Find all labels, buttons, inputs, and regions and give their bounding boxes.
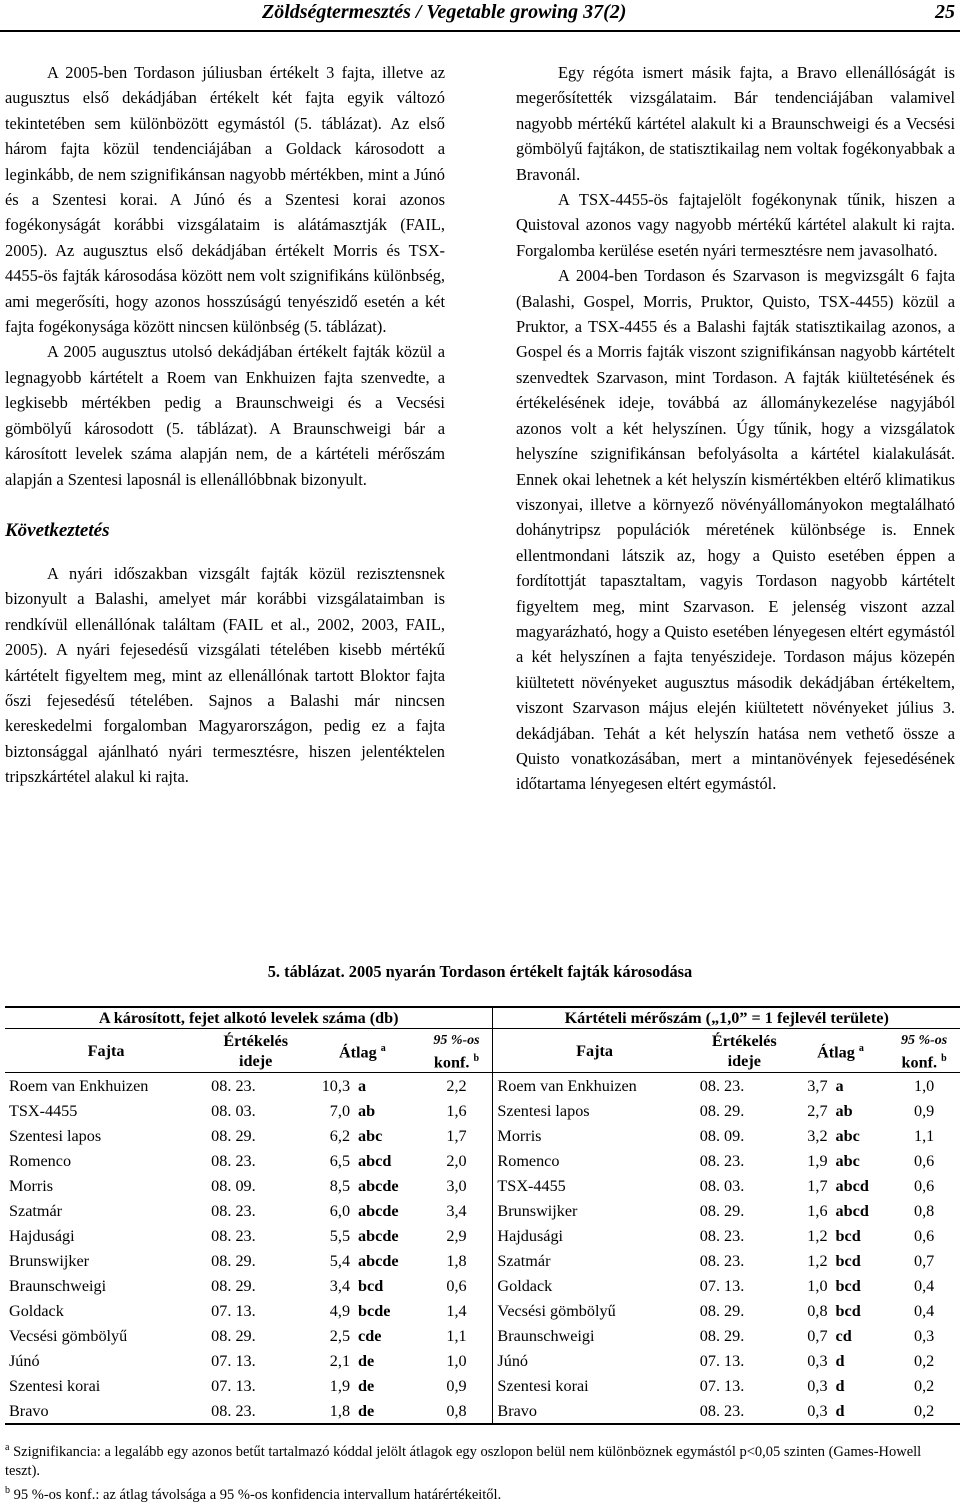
cell-r-name: Romenco	[493, 1148, 696, 1173]
cell-r-mean: 0,8	[807, 1301, 828, 1320]
cell-r-date: 08. 29.	[699, 1301, 745, 1320]
table-row	[5, 1123, 960, 1148]
cell-l-mean: 2,5	[329, 1326, 351, 1345]
cell-r-mean: 1,2	[807, 1251, 828, 1270]
cell-r-name: Szatmár	[493, 1248, 696, 1273]
cell-r-name: Bravo	[493, 1398, 696, 1424]
cell-r-letters: bcd	[835, 1301, 861, 1320]
cell-r-name: Braunschweigi	[493, 1323, 696, 1348]
cell-r-mean: 0,3	[807, 1401, 828, 1420]
cell-r-mean: 0,7	[807, 1326, 828, 1345]
col-ertekeles: Értékelés ideje	[711, 1031, 777, 1070]
section-heading: Következtetés	[5, 519, 110, 541]
cell-l-name: Brunswijker	[9, 1251, 90, 1270]
cell-r-name: Vecsési gömbölyű	[493, 1298, 696, 1323]
cell-l-ci: 1,6	[446, 1101, 467, 1120]
cell-l-mean: 8,5	[329, 1176, 351, 1195]
cell-r-name: Hajdusági	[493, 1223, 696, 1248]
cell-r-letters: abc	[835, 1126, 860, 1145]
cell-l-name: Goldack	[9, 1301, 64, 1320]
cell-l-name: Hajdusági	[9, 1226, 75, 1245]
cell-l-ci: 1,7	[446, 1126, 467, 1145]
cell-r-mean: 2,7	[807, 1101, 828, 1120]
cell-l-mean: 1,9	[329, 1376, 351, 1395]
cell-l-mean: 2,1	[329, 1351, 351, 1370]
cell-r-date: 08. 23.	[699, 1076, 745, 1095]
cell-l-ci: 0,9	[446, 1376, 467, 1395]
table-row	[5, 1398, 960, 1424]
cell-r-letters: bcd	[835, 1226, 861, 1245]
cell-l-date: 08. 29.	[211, 1251, 256, 1270]
cell-r-name: Goldack	[493, 1273, 696, 1298]
cell-r-ci: 0,6	[913, 1176, 935, 1195]
cell-r-ci: 0,2	[913, 1401, 935, 1420]
cell-r-name: Szentesi lapos	[493, 1098, 696, 1123]
cell-r-name: Júnó	[493, 1348, 696, 1373]
cell-l-letters: de	[358, 1351, 375, 1370]
cell-r-date: 08. 03.	[699, 1176, 745, 1195]
cell-l-letters: de	[358, 1376, 375, 1395]
cell-r-ci: 0,2	[913, 1351, 935, 1370]
table-row	[5, 1173, 960, 1198]
cell-l-ci: 3,4	[446, 1201, 467, 1220]
cell-l-date: 08. 29.	[211, 1326, 256, 1345]
cell-l-letters: abcde	[358, 1201, 399, 1220]
cell-l-date: 08. 23.	[211, 1201, 256, 1220]
cell-r-date: 08. 29.	[699, 1326, 745, 1345]
group-header-right: Kártételi mérőszám („1,0” = 1 fejlevél területe)	[493, 1007, 960, 1029]
cell-r-letters: ab	[835, 1101, 853, 1120]
paragraph: A nyári időszakban vizsgált fajták közül rezisztensnek bizonyult a Balashi, amelyet már korábbi vizsgálataimban is rendkívül ellenállónak találtam (FAIL et al., 2002, 2003, FAIL, 2005). A nyári fejesedésű vizsgálati tételében kisebb mértékű kártételt figyeltem meg, mint az ellenállónak tartott Bloktor fajta őszi fejesedésű tételében. Sajnos a Balashi már nincsen kereskedelmi forgalomban Magyarországon, pedig ez a fajta biztonsággal ajánlható nyári termesztésre, hiszen jelentéktelen tripszkártétel alakul ki rajta.	[5, 563, 445, 787]
cell-l-letters: cde	[358, 1326, 382, 1345]
col-conf: 95 %-os konf. $^b$	[900, 1033, 948, 1072]
cell-l-letters: abc	[358, 1126, 383, 1145]
cell-r-letters: d	[835, 1401, 845, 1420]
cell-r-date: 07. 13.	[699, 1376, 745, 1395]
cell-l-date: 08. 29.	[211, 1276, 256, 1295]
col-fajta: Fajta	[87, 1041, 125, 1060]
table-row	[5, 1073, 960, 1099]
col-conf: 95 %-os konf. $^b$	[433, 1033, 480, 1072]
paragraph: A TSX-4455-ös fajtajelölt fogékonynak tűnik, hiszen a Quistoval azonos vagy nagyobb mértékű kártétel alakult ki rajta. Forgalomba kerülése esetén nyári termesztésre nem javasolható.	[516, 190, 955, 260]
cell-l-ci: 3,0	[446, 1176, 467, 1195]
right-column	[516, 60, 955, 797]
table-row	[5, 1248, 960, 1273]
cell-r-ci: 0,3	[913, 1326, 935, 1345]
cell-r-letters: bcd	[835, 1251, 861, 1270]
cell-l-name: Morris	[9, 1176, 54, 1195]
cell-r-mean: 1,2	[807, 1226, 828, 1245]
cell-r-mean: 1,0	[807, 1276, 828, 1295]
footnotes	[5, 1438, 955, 1505]
cell-r-mean: 3,2	[807, 1126, 828, 1145]
cell-r-ci: 1,0	[913, 1076, 935, 1095]
cell-l-name: Júnó	[9, 1351, 40, 1370]
cell-l-name: Vecsési gömbölyű	[9, 1326, 128, 1345]
cell-r-date: 08. 23.	[699, 1151, 745, 1170]
cell-l-mean: 6,2	[329, 1126, 351, 1145]
cell-l-letters: ab	[358, 1101, 376, 1120]
cell-l-ci: 1,0	[446, 1351, 467, 1370]
cell-l-ci: 0,8	[446, 1401, 467, 1420]
table-group-header	[5, 1007, 960, 1029]
table-row	[5, 1348, 960, 1373]
cell-r-date: 08. 29.	[699, 1101, 745, 1120]
cell-l-mean: 5,4	[329, 1251, 351, 1270]
paragraph: A 2005-ben Tordason júliusban értékelt 3 fajta, illetve az augusztus első dekádjában értékelt két fajta egyik változó tekintetében sem különbözött egymástól (5. táblázat). Az első három fajta közül tendenciájában a Goldack károsodott a leginkább, de nem szignifikánsan nagyobb mértékben, mint a Júnó és a Szentesi korai. A Júnó és a Szentesi korai azonos fogékonyságát korábbi vizsgálataim is alátámasztják (FAIL, 2005). Az augusztus első dekádjában értékelt Morris és TSX-4455-ös fajták károsodása között nem volt szignifikáns különbség, ami megerősíti, hogy azonos hosszúságú tenyészidő esetén a két fajta fogékonysága között nincsen különbség (5. táblázat).	[5, 63, 445, 337]
cell-l-date: 08. 23.	[211, 1151, 256, 1170]
cell-r-date: 07. 13.	[699, 1276, 745, 1295]
cell-l-date: 07. 13.	[211, 1351, 256, 1370]
cell-r-ci: 0,8	[913, 1201, 935, 1220]
cell-r-letters: bcd	[835, 1276, 861, 1295]
cell-r-name: Brunswijker	[493, 1198, 696, 1223]
paragraph: Egy régóta ismert másik fajta, a Bravo ellenállóságát is megerősítették vizsgálataim. Bár tendenciájában valamivel nagyobb mértékű kártétel alakult ki a Braunschweigi és a Vecsési gömbölyű fajtákon, de statisztikailag nem voltak fogékonyabbak a Bravonál.	[516, 63, 955, 184]
col-ertekeles: Értékelés ideje	[223, 1031, 289, 1070]
cell-l-date: 08. 23.	[211, 1226, 256, 1245]
cell-l-letters: abcde	[358, 1251, 399, 1270]
page-number: 25	[935, 1, 955, 23]
cell-l-letters: bcd	[358, 1276, 384, 1295]
cell-l-letters: a	[358, 1076, 367, 1095]
running-header	[0, 0, 960, 32]
cell-r-letters: abcd	[835, 1201, 869, 1220]
cell-r-name: Szentesi korai	[493, 1373, 696, 1398]
cell-l-name: Szentesi lapos	[9, 1126, 102, 1145]
left-column	[5, 60, 445, 790]
cell-l-mean: 6,5	[329, 1151, 351, 1170]
cell-r-mean: 1,7	[807, 1176, 828, 1195]
cell-r-date: 08. 23.	[699, 1251, 745, 1270]
cell-r-ci: 0,6	[913, 1151, 935, 1170]
cell-r-mean: 1,9	[807, 1151, 828, 1170]
table-row	[5, 1148, 960, 1173]
table-column-header	[5, 1029, 960, 1073]
cell-l-ci: 0,6	[446, 1276, 467, 1295]
cell-r-mean: 0,3	[807, 1351, 828, 1370]
cell-l-name: Braunschweigi	[9, 1276, 107, 1295]
cell-r-date: 08. 23.	[699, 1226, 745, 1245]
cell-l-name: Roem van Enkhuizen	[9, 1076, 149, 1095]
cell-l-date: 08. 29.	[211, 1126, 256, 1145]
table-row	[5, 1223, 960, 1248]
cell-r-letters: d	[835, 1351, 845, 1370]
cell-l-ci: 1,4	[446, 1301, 467, 1320]
cell-l-mean: 10,3	[321, 1076, 351, 1095]
col-atlag: Átlag $^a$	[817, 1043, 864, 1062]
cell-r-letters: abc	[835, 1151, 860, 1170]
cell-l-letters: abcd	[358, 1151, 392, 1170]
cell-l-letters: abcde	[358, 1176, 399, 1195]
cell-l-letters: de	[358, 1401, 375, 1420]
table-row	[5, 1298, 960, 1323]
cell-r-letters: a	[835, 1076, 844, 1095]
cell-l-name: Bravo	[9, 1401, 49, 1420]
cell-l-date: 07. 13.	[211, 1301, 256, 1320]
cell-l-date: 08. 23.	[211, 1076, 256, 1095]
cell-l-name: Szatmár	[9, 1201, 63, 1220]
cell-l-mean: 5,5	[329, 1226, 351, 1245]
cell-r-name: Roem van Enkhuizen	[493, 1073, 696, 1099]
cell-r-mean: 0,3	[807, 1376, 828, 1395]
footnote-b: $^b$ 95 %-os konf.: az átlag távolsága a 95 %-os konfidencia intervallum határértékeitől.	[5, 1484, 502, 1503]
table-row	[5, 1198, 960, 1223]
cell-l-date: 08. 03.	[211, 1101, 256, 1120]
cell-l-mean: 6,0	[329, 1201, 351, 1220]
table-row	[5, 1323, 960, 1348]
cell-l-name: TSX-4455	[9, 1101, 78, 1120]
table-row	[5, 1273, 960, 1298]
cell-l-date: 07. 13.	[211, 1376, 256, 1395]
table-row	[5, 1098, 960, 1123]
cell-l-ci: 1,8	[446, 1251, 467, 1270]
cell-r-letters: cd	[835, 1326, 852, 1345]
cell-r-ci: 0,4	[913, 1276, 935, 1295]
table-body	[5, 1073, 960, 1425]
cell-r-mean: 3,7	[807, 1076, 828, 1095]
paragraph: A 2004-ben Tordason és Szarvason is megvizsgált 6 fajta (Balashi, Gospel, Morris, Pruktor, Quisto, TSX-4455) közül a Pruktor, a TSX-4455 és a Balashi fajták statisztikailag azonos, a Gospel és a Morris fajták viszont szignifikánsan nagyobb kártételt szenvedtek Szarvason, mint Tordason. A fajták kiültetésének és értékelésének ideje, továbbá az állománykezelése nagyjából azonos volt a két helyszínen. Úgy tűnik, hogy a vizsgálatok helyszíne szignifikánsan befolyásolta a kártétel kialakulását. Ennek okai lehetnek a két helyszín kismértékben eltérő klimatikus viszonyai, illetve a környező növényállományokon megtalálható dohánytripsz populációk méretének különbsége is. Ennek ellentmondani látszik az, hogy a Quisto esetében éppen a fordítottját tapasztaltam, vagyis Tordason nagyobb kártételt figyeltem meg, mint Szarvason. E jelenség viszont azzal magyarázható, hogy a Quisto esetében lényegesen eltért egymástól a két helyszínen a fajta tenyészideje. Tordason május közepén kiültetett növényeket augusztus második dekádjában értékeltem, viszont Szarvason május elején kiültetett növényeket július 3. dekádjában. Tehát a két helyszín hatása nem vethető össze a Quisto vonatkozásában, mert a mintanövények fejesedésének időtartama lényegesen eltért egymástól.	[516, 266, 955, 794]
cell-l-name: Romenco	[9, 1151, 72, 1170]
col-fajta: Fajta	[493, 1029, 696, 1073]
cell-r-date: 07. 13.	[699, 1351, 745, 1370]
cell-l-letters: bcde	[358, 1301, 391, 1320]
cell-r-date: 08. 29.	[699, 1201, 745, 1220]
table-row	[5, 1373, 960, 1398]
cell-r-name: TSX-4455	[493, 1173, 696, 1198]
col-atlag: Átlag $^a$	[338, 1043, 386, 1062]
cell-r-mean: 1,6	[807, 1201, 828, 1220]
cell-l-ci: 1,1	[446, 1326, 467, 1345]
cell-l-mean: 4,9	[329, 1301, 351, 1320]
cell-l-date: 08. 09.	[211, 1176, 256, 1195]
cell-r-ci: 0,6	[913, 1226, 935, 1245]
table-caption: 5. táblázat. 2005 nyarán Tordason értékelt fajták károsodása	[267, 962, 693, 981]
cell-r-ci: 0,2	[913, 1376, 935, 1395]
damage-table	[5, 1006, 960, 1425]
cell-r-letters: abcd	[835, 1176, 869, 1195]
cell-r-date: 08. 23.	[699, 1401, 745, 1420]
cell-r-ci: 0,7	[913, 1251, 935, 1270]
group-header-left: A károsított, fejet alkotó levelek száma (db)	[5, 1007, 493, 1029]
cell-l-letters: abcde	[358, 1226, 399, 1245]
cell-l-mean: 3,4	[329, 1276, 351, 1295]
cell-l-date: 08. 23.	[211, 1401, 256, 1420]
paragraph: A 2005 augusztus utolsó dekádjában értékelt fajták közül a legnagyobb kártételt a Roem van Enkhuizen fajta szenvedte, a legkisebb mértékben pedig a Braunschweigi és a Vecsési gömbölyű károsodott (5. táblázat). A Braunschweigi bár a károsított levelek száma alapján nem, de a kártételi mérőszám alapján a Szentesi laposnál is ellenállóbbnak bizonyult.	[5, 342, 445, 489]
cell-r-letters: d	[835, 1376, 845, 1395]
cell-l-ci: 2,0	[446, 1151, 467, 1170]
cell-r-date: 08. 09.	[699, 1126, 745, 1145]
cell-l-ci: 2,2	[446, 1076, 467, 1095]
cell-r-ci: 1,1	[913, 1126, 935, 1145]
cell-r-ci: 0,9	[913, 1101, 935, 1120]
cell-r-name: Morris	[493, 1123, 696, 1148]
cell-l-ci: 2,9	[446, 1226, 467, 1245]
cell-r-ci: 0,4	[913, 1301, 935, 1320]
footnote-a: $^a$ Szignifikancia: a legalább egy azonos betűt tartalmazó kóddal jelölt átlagok egy oszlopon belül nem különböznek egymástól p<0,05 szinten (Games-Howell teszt).	[5, 1442, 922, 1479]
cell-l-name: Szentesi korai	[9, 1376, 101, 1395]
journal-title: Zöldségtermesztés / Vegetable growing 37(2)	[262, 1, 627, 23]
cell-l-mean: 7,0	[329, 1101, 351, 1120]
cell-l-mean: 1,8	[329, 1401, 351, 1420]
